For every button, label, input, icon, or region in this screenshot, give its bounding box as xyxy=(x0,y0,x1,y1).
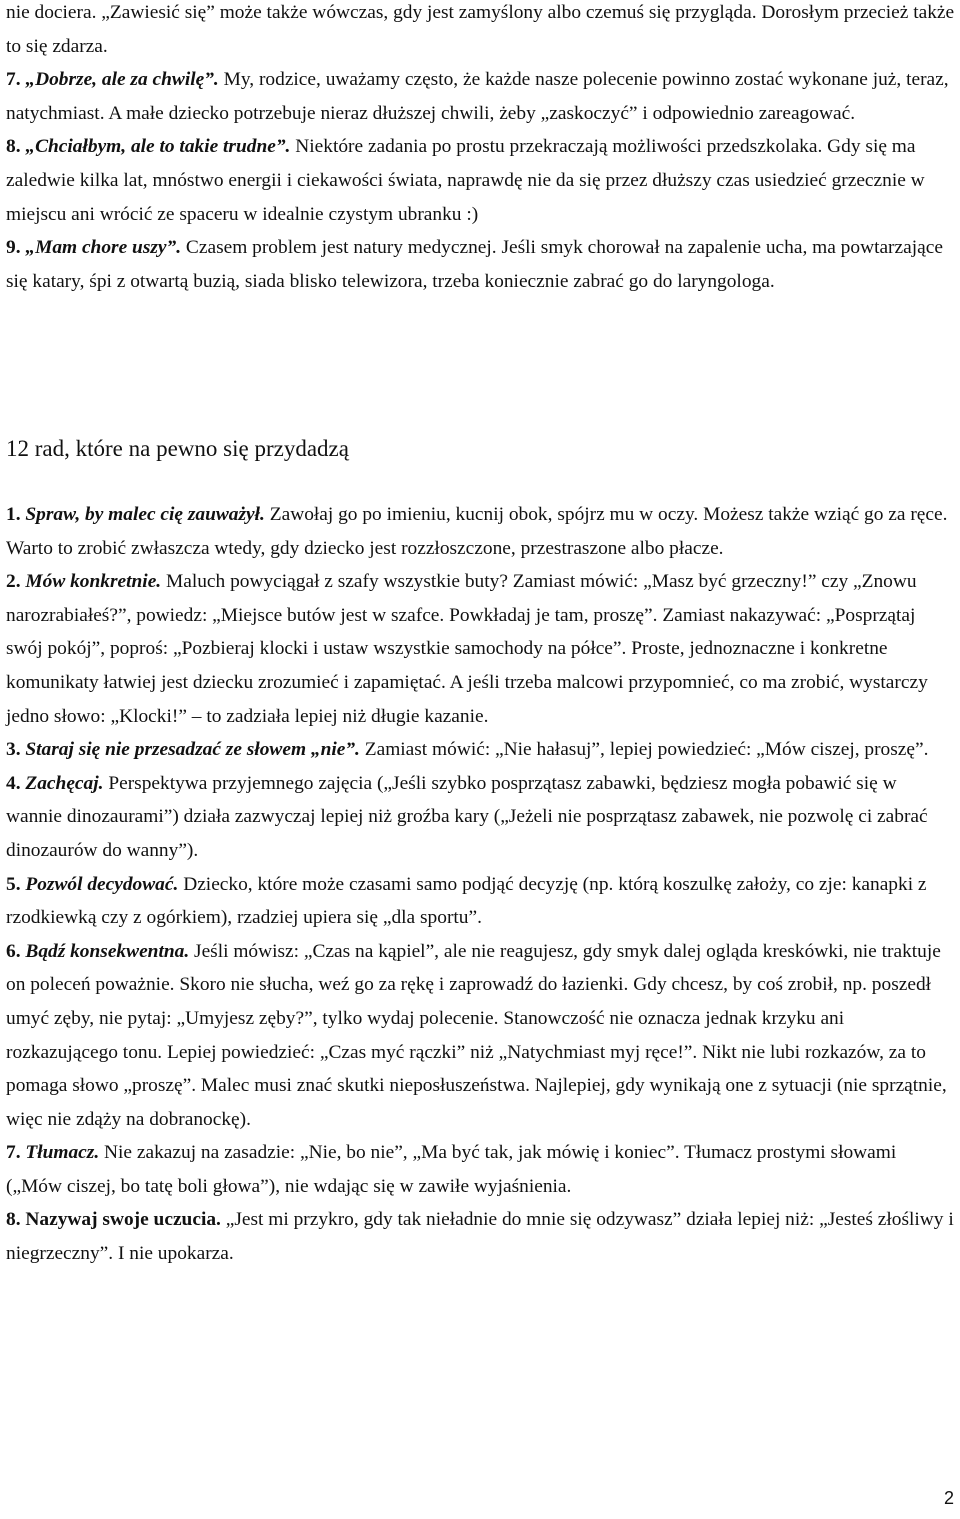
item-number: 7. xyxy=(6,69,26,91)
paragraph-continued xyxy=(6,0,956,63)
item-number: 2. xyxy=(6,571,26,593)
item-text: Jeśli mówisz: „Czas na kąpiel”, ale nie reagujesz, gdy smyk dalej ogląda kreskówki, nie traktuje on poleceń poważnie. Skoro nie słucha, weź go za rękę i zaprowadź do łazienki. Gdy chcesz, by coś zrobił, np. poszedł umyć zęby, nie pytaj: „Umyjesz zęby?”, tylko wydaj polecenie. Stanowczość nie oznacza jednak krzyku ani rozkazującego tonu. Lepiej powiedzieć: „Czas myć rączki” niż „Natychmiast myj ręce!”. Nikt nie lubi rozkazów, za to pomaga słowo „proszę”. Malec musi znać skutki nieposłuszeństwa. Najlepiej, gdy wynikają one z sytuacji (nie sprzątnie, więc nie zdąży na dobranockę). xyxy=(6,940,947,1130)
item-title: „Mam chore uszy”. xyxy=(25,237,182,259)
item-text: Zamiast mówić: „Nie hałasuj”, lepiej powiedzieć: „Mów ciszej, proszę”. xyxy=(359,739,929,761)
page-number: 2 xyxy=(943,1488,954,1508)
list-item xyxy=(6,935,956,1137)
item-title: Zachęcaj. xyxy=(25,772,104,794)
item-title: Pozwól decydować. xyxy=(25,873,179,895)
list-item xyxy=(6,565,956,733)
item-title: Bądź konsekwentna. xyxy=(25,940,190,962)
item-number: 5. xyxy=(6,873,26,895)
item-title: Mów konkretnie. xyxy=(25,571,162,593)
item-text: Niektóre zadania po prostu przekraczają możliwości przedszkolaka. Gdy się ma zaledwie kilka lat, mnóstwo energii i ciekawości świata, naprawdę nie da się przez dłuższy czas usiedzieć grzecznie w miejscu ani wrócić ze spaceru w idealnie czystym ubranku :) xyxy=(6,136,925,225)
item-title: Staraj się nie przesadzać ze słowem „nie”. xyxy=(25,739,360,761)
item-title: Nazywaj swoje uczucia. xyxy=(25,1209,221,1231)
list-item xyxy=(6,498,956,565)
list-item xyxy=(6,1136,956,1203)
item-text: Maluch powyciągał z szafy wszystkie buty? Zamiast mówić: „Masz być grzeczny!” czy „Znowu narozrabiałeś?”, powiedz: „Miejsce butów jest w szafce. Powkładaj je tam, proszę”. Zamiast nakazywać: „Posprzątaj swój pokój”, poproś: „Pozbieraj klocki i ustaw wszystkie samochody na półce”. Proste, jednoznaczne i konkretne komunikaty łatwiej jest dziecku zrozumieć i zapamiętać. A jeśli trzeba malcowi przypomnieć, co ma zrobić, wystarczy jedno słowo: „Klocki!” – to zadziała lepiej niż długie kazanie. xyxy=(6,571,928,727)
paragraph-text: nie dociera. „Zawiesić się” może także wówczas, gdy jest zamyślony albo czemuś się przygląda. Dorosłym przecież także to się zdarza. xyxy=(6,2,955,57)
item-text: „Jest mi przykro, gdy tak nieładnie do mnie się odzywasz” działa lepiej niż: „Jesteś złośliwy i niegrzeczny”. I nie upokarza. xyxy=(6,1209,954,1265)
intro-block xyxy=(6,0,956,298)
list-item xyxy=(6,63,956,130)
list-item xyxy=(6,733,956,767)
item-title: „Dobrze, ale za chwilę”. xyxy=(25,69,219,91)
item-number: 9. xyxy=(6,237,26,259)
item-text: Nie zakazuj na zasadzie: „Nie, bo nie”, „Ma być tak, jak mówię i koniec”. Tłumacz prostymi słowami („Mów ciszej, bo tatę boli głowa”), nie wdając się w zawiłe wyjaśnienia. xyxy=(6,1142,897,1197)
item-number: 8. xyxy=(6,1209,26,1231)
list-item xyxy=(6,231,956,298)
list-item xyxy=(6,767,956,868)
item-title: „Chciałbym, ale to takie trudne”. xyxy=(25,136,291,158)
section-heading: 12 rad, które na pewno się przydadzą xyxy=(6,436,349,461)
list-item xyxy=(6,130,956,231)
item-title: Tłumacz. xyxy=(25,1142,100,1164)
list-item xyxy=(6,1203,956,1270)
item-number: 3. xyxy=(6,739,26,761)
item-number: 1. xyxy=(6,504,26,525)
item-number: 6. xyxy=(6,940,26,962)
item-text: Dziecko, które może czasami samo podjąć decyzję (np. którą koszulkę założy, co zje: kanapki z rzodkiewką czy z ogórkiem), rzadziej upiera się „dla sportu”. xyxy=(6,873,927,929)
list-item xyxy=(6,868,956,935)
item-text: Zawołaj go po imieniu, kucnij obok, spójrz mu w oczy. Możesz także wziąć go za ręce. Warto to zrobić zwłaszcza wtedy, gdy dziecko jest rozzłoszczone, przestraszone albo płacze. xyxy=(6,504,948,559)
item-number: 4. xyxy=(6,772,26,794)
item-text: Czasem problem jest natury medycznej. Jeśli smyk chorował na zapalenie ucha, ma powtarzające się katary, śpi z otwartą buzią, siada blisko telewizora, trzeba koniecznie zabrać go do laryngologa. xyxy=(6,237,943,292)
item-number: 8. xyxy=(6,136,26,158)
item-text: Perspektywa przyjemnego zajęcia („Jeśli szybko posprzątasz zabawki, będziesz mogła pobawić się w wannie dinozaurami”) działa zazwyczaj lepiej niż groźba kary („Jeżeli nie posprzątasz zabawek, nie pozwolę ci zabrać dinozaurów do wanny”). xyxy=(6,772,928,861)
item-text: My, rodzice, uważamy często, że każde nasze polecenie powinno zostać wykonane już, teraz, natychmiast. A małe dziecko potrzebuje nieraz dłuższej chwili, żeby „zaskoczyć” i odpowiednio zareagować. xyxy=(6,69,949,124)
item-number: 7. xyxy=(6,1142,26,1164)
advice-list xyxy=(6,498,956,1271)
item-title: Spraw, by malec cię zauważył. xyxy=(25,504,265,525)
